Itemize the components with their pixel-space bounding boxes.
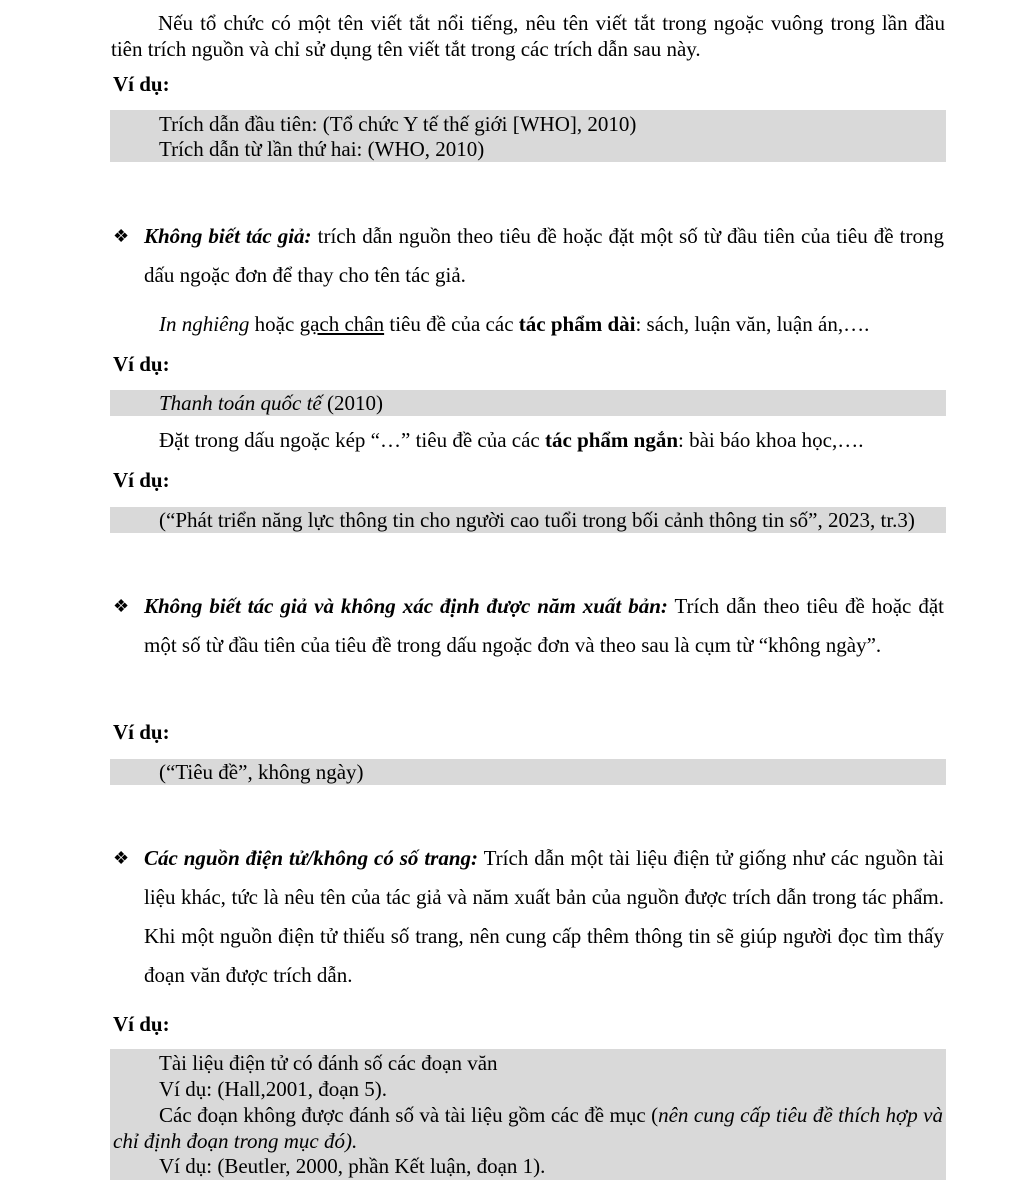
text-run: : sách, luận văn, luận án,…. xyxy=(635,312,870,336)
bullet-icon: ❖ xyxy=(113,848,130,868)
section-no-author xyxy=(144,217,944,295)
example-label: Ví dụ: xyxy=(113,468,170,492)
underline-term: gạch chân xyxy=(299,312,385,336)
example-box-short-work xyxy=(110,507,946,533)
section-title: Các nguồn điện tử/không có số trang: xyxy=(144,846,479,870)
text-run: hoặc xyxy=(249,312,300,336)
text-run: : bài báo khoa học,…. xyxy=(678,428,864,452)
text-run: Các đoạn không được đánh số và tài liệu gồm các đề mục ( xyxy=(159,1103,659,1127)
section-body: Trích dẫn một tài liệu điện tử giống như các nguồn tài liệu khác, tức là nêu tên của tác giả và năm xuất bản của nguồn được trích dẫn trong tác phẩm. Khi một nguồn điện tử thiếu số trang, nên cung cấp thêm thông tin sẽ giúp người đọc tìm thấy đoạn văn được trích dẫn. xyxy=(144,846,944,987)
section-title: Không biết tác giả và không xác định được năm xuất bản: xyxy=(144,594,668,618)
example-box-electronic xyxy=(110,1049,946,1180)
example-line: (“Tiêu đề”, không ngày) xyxy=(159,760,364,784)
example-box-long-work xyxy=(110,390,946,416)
bullet-icon: ❖ xyxy=(113,596,130,616)
italic-note: nên cung cấp tiêu đề thích hợp và chỉ định đoạn trong mục đó). xyxy=(113,1103,944,1153)
example-label: Ví dụ: xyxy=(113,72,170,96)
short-works-paragraph xyxy=(159,428,863,453)
example-line xyxy=(159,391,383,416)
section-electronic xyxy=(144,839,944,995)
text-run: Đặt trong dấu ngoặc kép “…” tiêu đề của các xyxy=(159,428,545,452)
bold-term: tác phẩm dài xyxy=(518,312,636,336)
example-line: Ví dụ: (Hall,2001, đoạn 5). xyxy=(159,1077,388,1101)
intro-paragraph: Nếu tổ chức có một tên viết tắt nổi tiếng, nêu tên viết tắt trong ngoặc vuông trong lần đầu tiên trích nguồn và chỉ sử dụng tên viết tắt trong các trích dẫn sau này. xyxy=(111,11,945,61)
example-label: Ví dụ: xyxy=(113,1012,170,1036)
long-works-paragraph xyxy=(159,312,869,337)
example-line: Trích dẫn đầu tiên: (Tổ chức Y tế thế giới [WHO], 2010) xyxy=(159,112,637,136)
italic-title: Thanh toán quốc tế xyxy=(159,391,322,415)
example-line: Trích dẫn từ lần thứ hai: (WHO, 2010) xyxy=(159,137,485,161)
example-box-no-date xyxy=(110,759,946,785)
section-body: Trích dẫn theo tiêu đề hoặc đặt một số từ đầu tiên của tiêu đề trong dấu ngoặc đơn và theo sau là cụm từ “không ngày”. xyxy=(144,594,944,657)
section-title: Không biết tác giả: xyxy=(144,224,312,248)
example-box-acronym xyxy=(110,110,946,162)
example-line: (“Phát triển năng lực thông tin cho người cao tuổi trong bối cảnh thông tin số”, 2023, tr.3) xyxy=(159,508,915,532)
bullet-icon: ❖ xyxy=(113,226,130,246)
section-no-date xyxy=(144,587,944,665)
text-run: (2010) xyxy=(321,391,383,415)
example-label: Ví dụ: xyxy=(113,720,170,744)
text-run: tiêu đề của các xyxy=(384,312,519,336)
example-label: Ví dụ: xyxy=(113,352,170,376)
italic-term: In nghiêng xyxy=(159,312,250,336)
section-body: trích dẫn nguồn theo tiêu đề hoặc đặt một số từ đầu tiên của tiêu đề trong dấu ngoặc đơn để thay cho tên tác giả. xyxy=(144,224,944,287)
example-line: Tài liệu điện tử có đánh số các đoạn văn xyxy=(159,1051,498,1075)
bold-term: tác phẩm ngắn xyxy=(545,428,679,452)
example-line: Ví dụ: (Beutler, 2000, phần Kết luận, đoạn 1). xyxy=(159,1154,546,1178)
example-paragraph xyxy=(113,1102,943,1154)
